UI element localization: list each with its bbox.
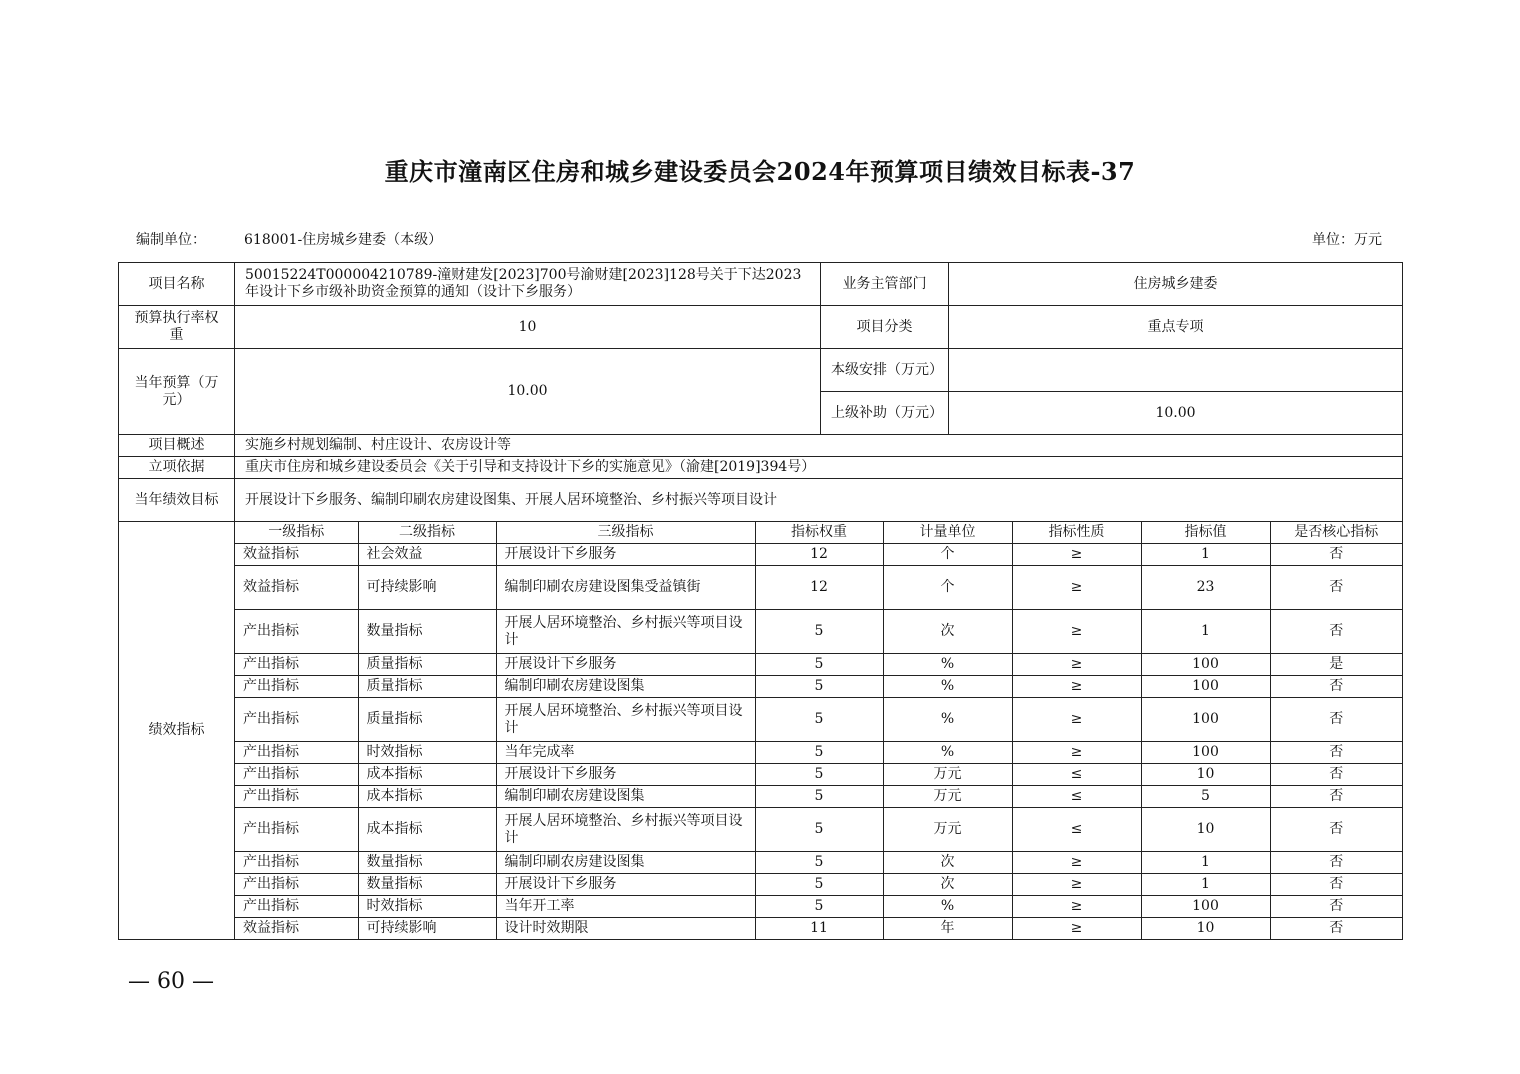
weight-cell: 5 [755, 808, 883, 852]
weight-cell: 5 [755, 764, 883, 786]
weight-cell: 5 [755, 896, 883, 918]
indicator-header-cell: 指标性质 [1012, 522, 1141, 544]
weight-cell: 12 [755, 566, 883, 610]
nature-cell: ≤ [1012, 786, 1141, 808]
target-value-cell: 10 [1141, 918, 1270, 940]
level2-cell: 可持续影响 [358, 566, 496, 610]
unit-cell: 万元 [883, 764, 1012, 786]
budget-value: 10.00 [235, 349, 821, 435]
weight-cell: 5 [755, 698, 883, 742]
level3-cell: 编制印刷农房建设图集 [496, 676, 755, 698]
indicators-label: 绩效指标 [119, 522, 235, 940]
level2-cell: 成本指标 [358, 808, 496, 852]
core-cell: 否 [1270, 764, 1402, 786]
weight-cell: 5 [755, 786, 883, 808]
nature-cell: ≥ [1012, 544, 1141, 566]
core-cell: 否 [1270, 676, 1402, 698]
indicator-row [235, 654, 1402, 676]
level1-cell: 产出指标 [235, 852, 358, 874]
overview-label: 项目概述 [119, 435, 235, 457]
target-value-cell: 1 [1141, 874, 1270, 896]
indicator-header-cell: 计量单位 [883, 522, 1012, 544]
indicator-row [235, 808, 1402, 852]
target-value-cell: 1 [1141, 852, 1270, 874]
nature-cell: ≥ [1012, 852, 1141, 874]
org-value: 618001-住房城乡建委（本级） [244, 232, 443, 248]
indicator-header-cell: 是否核心指标 [1270, 522, 1402, 544]
target-value-cell: 100 [1141, 698, 1270, 742]
local-value [949, 349, 1403, 392]
indicator-header-cell: 三级指标 [496, 522, 755, 544]
indicator-header-cell: 一级指标 [235, 522, 358, 544]
level1-cell: 产出指标 [235, 698, 358, 742]
target-value-cell: 100 [1141, 742, 1270, 764]
core-cell: 否 [1270, 544, 1402, 566]
level3-cell: 设计时效期限 [496, 918, 755, 940]
core-cell: 是 [1270, 654, 1402, 676]
level3-cell: 当年开工率 [496, 896, 755, 918]
indicator-row [235, 566, 1402, 610]
level1-cell: 产出指标 [235, 786, 358, 808]
level1-cell: 产出指标 [235, 874, 358, 896]
core-cell: 否 [1270, 610, 1402, 654]
indicator-row [235, 896, 1402, 918]
unit-cell: 次 [883, 852, 1012, 874]
core-cell: 否 [1270, 786, 1402, 808]
project-name-label: 项目名称 [119, 263, 235, 306]
level1-cell: 产出指标 [235, 896, 358, 918]
target-value-cell: 23 [1141, 566, 1270, 610]
level3-cell: 编制印刷农房建设图集受益镇街 [496, 566, 755, 610]
indicator-row [235, 764, 1402, 786]
superior-label: 上级补助（万元） [821, 392, 949, 435]
core-cell: 否 [1270, 742, 1402, 764]
weight-cell: 11 [755, 918, 883, 940]
budget-label: 当年预算（万元） [119, 349, 235, 435]
weight-label: 预算执行率权重 [119, 306, 235, 349]
level2-cell: 可持续影响 [358, 918, 496, 940]
nature-cell: ≥ [1012, 874, 1141, 896]
unit-cell: % [883, 896, 1012, 918]
nature-cell: ≥ [1012, 654, 1141, 676]
target-value-cell: 1 [1141, 544, 1270, 566]
unit-label: 单位：万元 [1312, 232, 1382, 248]
level2-cell: 数量指标 [358, 874, 496, 896]
level2-cell: 时效指标 [358, 896, 496, 918]
unit-cell: 万元 [883, 786, 1012, 808]
core-cell: 否 [1270, 874, 1402, 896]
level3-cell: 开展人居环境整治、乡村振兴等项目设计 [496, 808, 755, 852]
nature-cell: ≥ [1012, 610, 1141, 654]
overview-value: 实施乡村规划编制、村庄设计、农房设计等 [235, 435, 1403, 457]
category-label: 项目分类 [821, 306, 949, 349]
page-title: 重庆市潼南区住房和城乡建设委员会2024年预算项目绩效目标表-37 [384, 157, 1136, 186]
level3-cell: 编制印刷农房建设图集 [496, 786, 755, 808]
nature-cell: ≥ [1012, 742, 1141, 764]
indicator-header-cell: 指标权重 [755, 522, 883, 544]
core-cell: 否 [1270, 918, 1402, 940]
core-cell: 否 [1270, 808, 1402, 852]
core-cell: 否 [1270, 566, 1402, 610]
local-label: 本级安排（万元） [821, 349, 949, 392]
level2-cell: 数量指标 [358, 610, 496, 654]
unit-cell: 万元 [883, 808, 1012, 852]
level2-cell: 时效指标 [358, 742, 496, 764]
indicators-header-row [235, 522, 1402, 544]
page-number: — 60 — [128, 969, 214, 994]
nature-cell: ≥ [1012, 676, 1141, 698]
level3-cell: 当年完成率 [496, 742, 755, 764]
nature-cell: ≤ [1012, 808, 1141, 852]
weight-cell: 5 [755, 654, 883, 676]
category-value: 重点专项 [949, 306, 1403, 349]
core-cell: 否 [1270, 896, 1402, 918]
level2-cell: 质量指标 [358, 698, 496, 742]
level1-cell: 产出指标 [235, 808, 358, 852]
indicator-row [235, 918, 1402, 940]
nature-cell: ≥ [1012, 566, 1141, 610]
level3-cell: 开展设计下乡服务 [496, 874, 755, 896]
nature-cell: ≥ [1012, 918, 1141, 940]
dept-value: 住房城乡建委 [949, 263, 1403, 306]
level2-cell: 成本指标 [358, 786, 496, 808]
nature-cell: ≤ [1012, 764, 1141, 786]
indicator-row [235, 742, 1402, 764]
weight-value: 10 [235, 306, 821, 349]
indicator-row [235, 676, 1402, 698]
indicator-header-cell: 二级指标 [358, 522, 496, 544]
target-value-cell: 5 [1141, 786, 1270, 808]
nature-cell: ≥ [1012, 698, 1141, 742]
weight-cell: 12 [755, 544, 883, 566]
project-name-value: 50015224T000004210789-潼财建发[2023]700号渝财建[2023]128号关于下达2023年设计下乡市级补助资金预算的通知（设计下乡服务） [235, 263, 821, 306]
level3-cell: 开展人居环境整治、乡村振兴等项目设计 [496, 698, 755, 742]
unit-cell: % [883, 676, 1012, 698]
level3-cell: 开展人居环境整治、乡村振兴等项目设计 [496, 610, 755, 654]
goal-value: 开展设计下乡服务、编制印刷农房建设图集、开展人居环境整治、乡村振兴等项目设计 [235, 479, 1403, 522]
level2-cell: 社会效益 [358, 544, 496, 566]
weight-cell: 5 [755, 610, 883, 654]
level2-cell: 质量指标 [358, 676, 496, 698]
target-value-cell: 10 [1141, 764, 1270, 786]
indicator-row [235, 544, 1402, 566]
unit-cell: % [883, 742, 1012, 764]
goal-label: 当年绩效目标 [119, 479, 235, 522]
weight-cell: 5 [755, 742, 883, 764]
indicator-row [235, 874, 1402, 896]
level1-cell: 产出指标 [235, 742, 358, 764]
indicator-row [235, 610, 1402, 654]
indicators-cell [235, 522, 1403, 940]
indicator-row [235, 786, 1402, 808]
level1-cell: 产出指标 [235, 676, 358, 698]
level3-cell: 开展设计下乡服务 [496, 654, 755, 676]
level2-cell: 数量指标 [358, 852, 496, 874]
target-value-cell: 100 [1141, 896, 1270, 918]
superior-value: 10.00 [949, 392, 1403, 435]
unit-cell: 个 [883, 544, 1012, 566]
basis-value: 重庆市住房和城乡建设委员会《关于引导和支持设计下乡的实施意见》（渝建[2019]394号） [235, 457, 1403, 479]
unit-cell: % [883, 698, 1012, 742]
level1-cell: 效益指标 [235, 544, 358, 566]
core-cell: 否 [1270, 852, 1402, 874]
unit-cell: 个 [883, 566, 1012, 610]
indicators-table [235, 522, 1402, 939]
unit-cell: 次 [883, 610, 1012, 654]
weight-cell: 5 [755, 874, 883, 896]
target-value-cell: 10 [1141, 808, 1270, 852]
level1-cell: 产出指标 [235, 764, 358, 786]
level1-cell: 产出指标 [235, 654, 358, 676]
weight-cell: 5 [755, 852, 883, 874]
target-value-cell: 100 [1141, 676, 1270, 698]
level2-cell: 成本指标 [358, 764, 496, 786]
core-cell: 否 [1270, 698, 1402, 742]
target-value-cell: 1 [1141, 610, 1270, 654]
nature-cell: ≥ [1012, 896, 1141, 918]
level2-cell: 质量指标 [358, 654, 496, 676]
weight-cell: 5 [755, 676, 883, 698]
basis-label: 立项依据 [119, 457, 235, 479]
unit-cell: 次 [883, 874, 1012, 896]
level3-cell: 编制印刷农房建设图集 [496, 852, 755, 874]
level1-cell: 效益指标 [235, 566, 358, 610]
indicator-row [235, 698, 1402, 742]
indicator-header-cell: 指标值 [1141, 522, 1270, 544]
unit-cell: 年 [883, 918, 1012, 940]
target-value-cell: 100 [1141, 654, 1270, 676]
unit-cell: % [883, 654, 1012, 676]
level1-cell: 产出指标 [235, 610, 358, 654]
indicator-row [235, 852, 1402, 874]
level3-cell: 开展设计下乡服务 [496, 544, 755, 566]
level3-cell: 开展设计下乡服务 [496, 764, 755, 786]
org-label: 编制单位： [136, 232, 206, 248]
performance-table [118, 262, 1403, 940]
dept-label: 业务主管部门 [821, 263, 949, 306]
level1-cell: 效益指标 [235, 918, 358, 940]
